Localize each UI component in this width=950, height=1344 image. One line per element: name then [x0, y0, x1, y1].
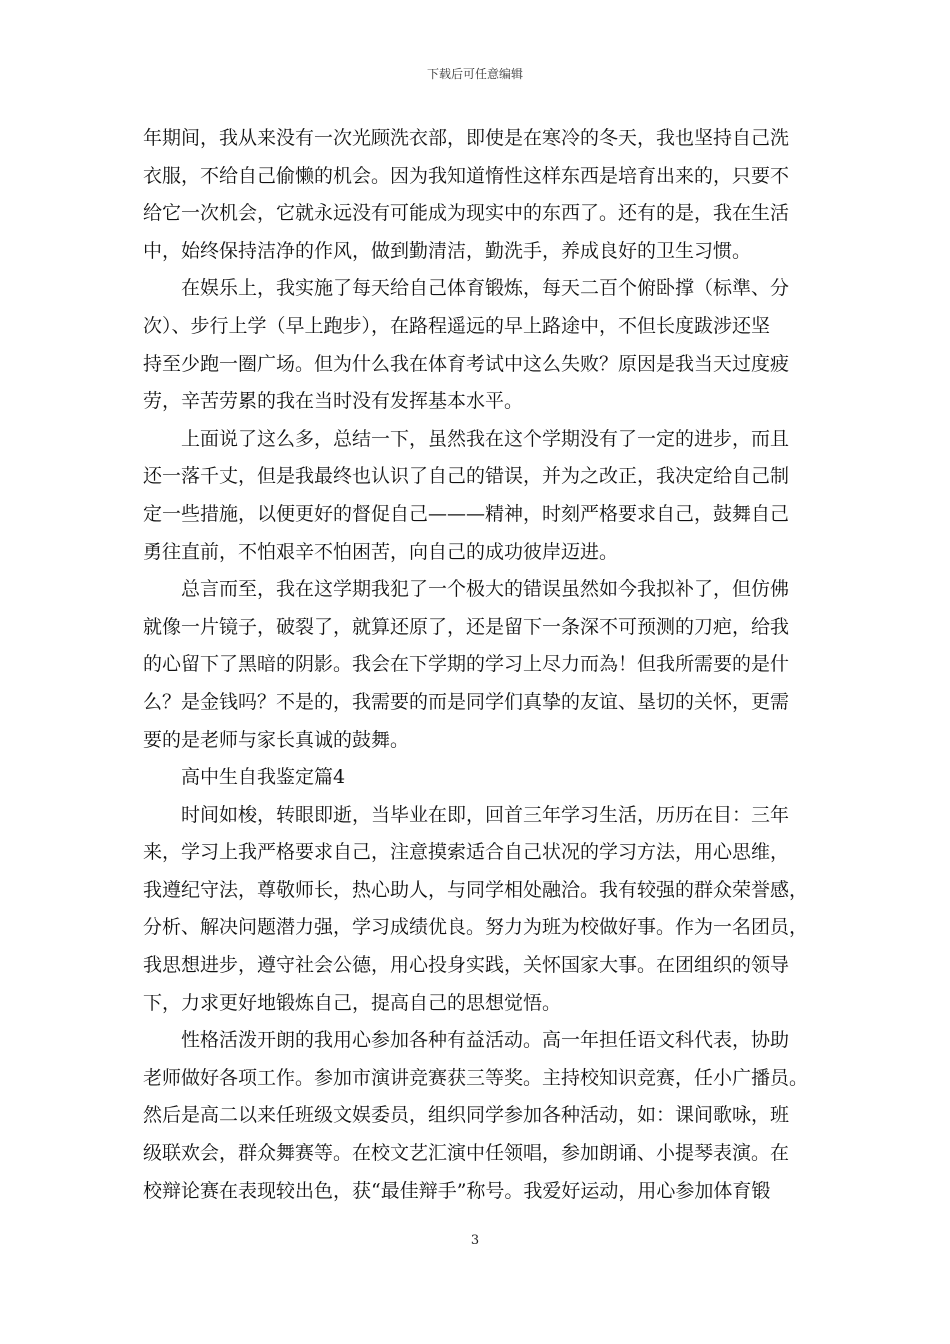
text-line: 然后是高二以来任班级文娱委员，组织同学参加各种活动，如：课间歌咏，班: [143, 1104, 790, 1127]
text-line: 持至少跑一圈广场。但为什么我在体育考试中这么失败？原因是我当天过度疲: [143, 352, 790, 375]
text-line: 时间如梭，转眼即逝，当毕业在即，回首三年学习生活，历历在目：三年: [181, 803, 790, 826]
text-line: 次）、步行上学（早上跑步），在路程遥远的早上路途中，不但长度跋涉还坚: [143, 314, 771, 337]
text-line: 总言而至，我在这学期我犯了一个极大的错误虽然如今我拟补了，但仿佛: [181, 578, 790, 601]
text-line: 还一落千丈，但是我最终也认识了自己的错误，并为之改正，我决定给自己制: [143, 465, 790, 488]
text-line: 的心留下了黑暗的阴影。我会在下学期的学习上尽力而為！但我所需要的是什: [143, 653, 790, 676]
text-line: 在娱乐上，我实施了每天给自己体育锻炼，每天二百个俯卧撑（标準、分: [181, 277, 790, 300]
text-line: 么？是金钱吗？不是的，我需要的而是同学们真挚的友谊、垦切的关怀，更需: [143, 690, 790, 713]
text-line: 给它一次机会，它就永远没有可能成为现实中的东西了。还有的是，我在生活: [143, 202, 790, 225]
text-line: 衣服，不给自己偷懒的机会。因为我知道惰性这样东西是培育出来的，只要不: [143, 164, 790, 187]
text-line: 上面说了这么多，总结一下，虽然我在这个学期没有了一定的进步，而且: [181, 427, 790, 450]
text-line: 级联欢会，群众舞赛等。在校文艺汇演中任领唱，参加朗诵、小提琴表演。在: [143, 1142, 790, 1165]
text-line: 分析、解决问题潜力强，学习成绩优良。努力为班为校做好事。作为一名团员，: [143, 916, 809, 939]
page-number: 3: [470, 1233, 480, 1248]
text-line: 老师做好各项工作。参加市演讲竞赛获三等奖。主持校知识竞赛，任小广播员。: [143, 1066, 809, 1089]
text-line: 要的是老师与家长真诚的鼓舞。: [143, 728, 410, 751]
text-line: 下，力求更好地锻炼自己，提高自己的思想觉悟。: [143, 991, 562, 1014]
text-line: 我遵纪守法，尊敬师长，热心助人，与同学相处融洽。我有较强的群众荣誉感，: [143, 878, 809, 901]
text-line: 定一些措施，以便更好的督促自己———精神，时刻严格要求自己，鼓舞自己: [143, 502, 790, 525]
section-heading: 高中生自我鉴定篇4: [181, 766, 346, 789]
text-line: 我思想进步，遵守社会公德，用心投身实践，关怀国家大事。在团组织的领导: [143, 954, 790, 977]
text-line: 性格活泼开朗的我用心参加各种有益活动。高一年担任语文科代表，协助: [181, 1029, 790, 1052]
text-line: 校辩论赛在表现较出色，获“最佳辩手”称号。我爱好运动，用心参加体育锻: [143, 1179, 771, 1202]
document-body: [143, 120, 813, 1210]
page-header: 下载后可任意编辑: [426, 67, 523, 81]
text-line: 勇往直前，不怕艰辛不怕困苦，向自己的成功彼岸迈进。: [143, 540, 619, 563]
text-line: 年期间，我从来没有一次光顾洗衣部，即使是在寒冷的冬天，我也坚持自己洗: [143, 127, 790, 149]
text-line: 劳，辛苦劳累的我在当时没有发挥基本水平。: [143, 390, 524, 413]
text-line: 就像一片镜子，破裂了，就算还原了，还是留下一条深不可预测的刀疤，给我: [143, 615, 790, 638]
text-line: 来，学习上我严格要求自己，注意摸索适合自己状况的学习方法，用心思维，: [143, 841, 790, 864]
text-line: 中，始终保持洁净的作风，做到勤清洁，勤洗手，养成良好的卫生习惯。: [143, 239, 752, 262]
